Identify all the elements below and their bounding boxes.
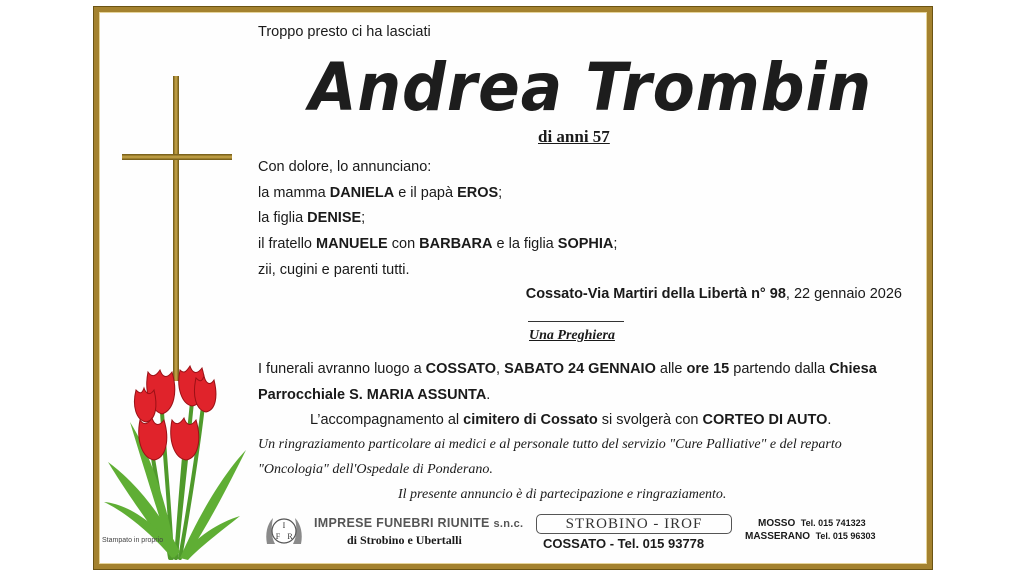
thanks-line-1: Un ringraziamento particolare ai medici e al personale tutto del servizio "Cure Palliative" e del reparto	[258, 437, 842, 452]
family-line-4: zii, cugini e parenti tutti.	[258, 262, 410, 278]
company-name: IMPRESE FUNEBRI RIUNITE s.n.c.	[314, 516, 524, 530]
address-date: Cossato-Via Martiri della Libertà n° 98, 22 gennaio 2026	[525, 286, 902, 302]
prayer-label: Una Preghiera	[529, 328, 615, 343]
funeral-line-1: I funerali avranno luogo a COSSATO, SABATO 24 GENNAIO alle ore 15 partendo dalla Chiesa	[258, 361, 877, 377]
svg-text:R: R	[287, 532, 293, 541]
family-line-2: la figlia DENISE;	[258, 210, 366, 226]
family-line-3: il fratello MANUELE con BARBARA e la figlia SOPHIA;	[258, 236, 618, 252]
funeral-line-3: L’accompagnamento al cimitero di Cossato si svolgerà con CORTEO DI AUTO.	[310, 412, 832, 428]
intro-text: Troppo presto ci ha lasciati	[258, 24, 431, 40]
announcement-lead: Con dolore, lo annunciano:	[258, 159, 432, 175]
thanks-line-3: Il presente annuncio è di partecipazione e ringraziamento.	[398, 487, 727, 502]
office-mosso: MOSSO Tel. 015 741323	[758, 518, 866, 529]
company-sub: di Strobino e Ubertalli	[347, 533, 462, 547]
brand-phone: COSSATO - Tel. 015 93778	[543, 536, 705, 551]
family-line-1: la mamma DANIELA e il papà EROS;	[258, 185, 503, 201]
age-text: di anni 57	[538, 127, 610, 146]
svg-text:I: I	[282, 521, 286, 530]
deceased-name: Andrea Trombin	[309, 49, 873, 126]
office-masserano: MASSERANO Tel. 015 96303	[745, 531, 876, 542]
irf-logo-icon	[263, 514, 305, 548]
prayer-divider	[528, 321, 624, 322]
brand-box: STROBINO - IROF	[536, 514, 732, 534]
tulips-icon	[100, 362, 250, 562]
cross-icon	[118, 74, 236, 384]
printed-note: Stampato in proprio	[102, 537, 164, 544]
funeral-line-2: Parrocchiale S. MARIA ASSUNTA.	[258, 387, 491, 403]
thanks-line-2: "Oncologia" dell'Ospedale di Ponderano.	[258, 462, 493, 477]
svg-text:F: F	[275, 532, 281, 541]
